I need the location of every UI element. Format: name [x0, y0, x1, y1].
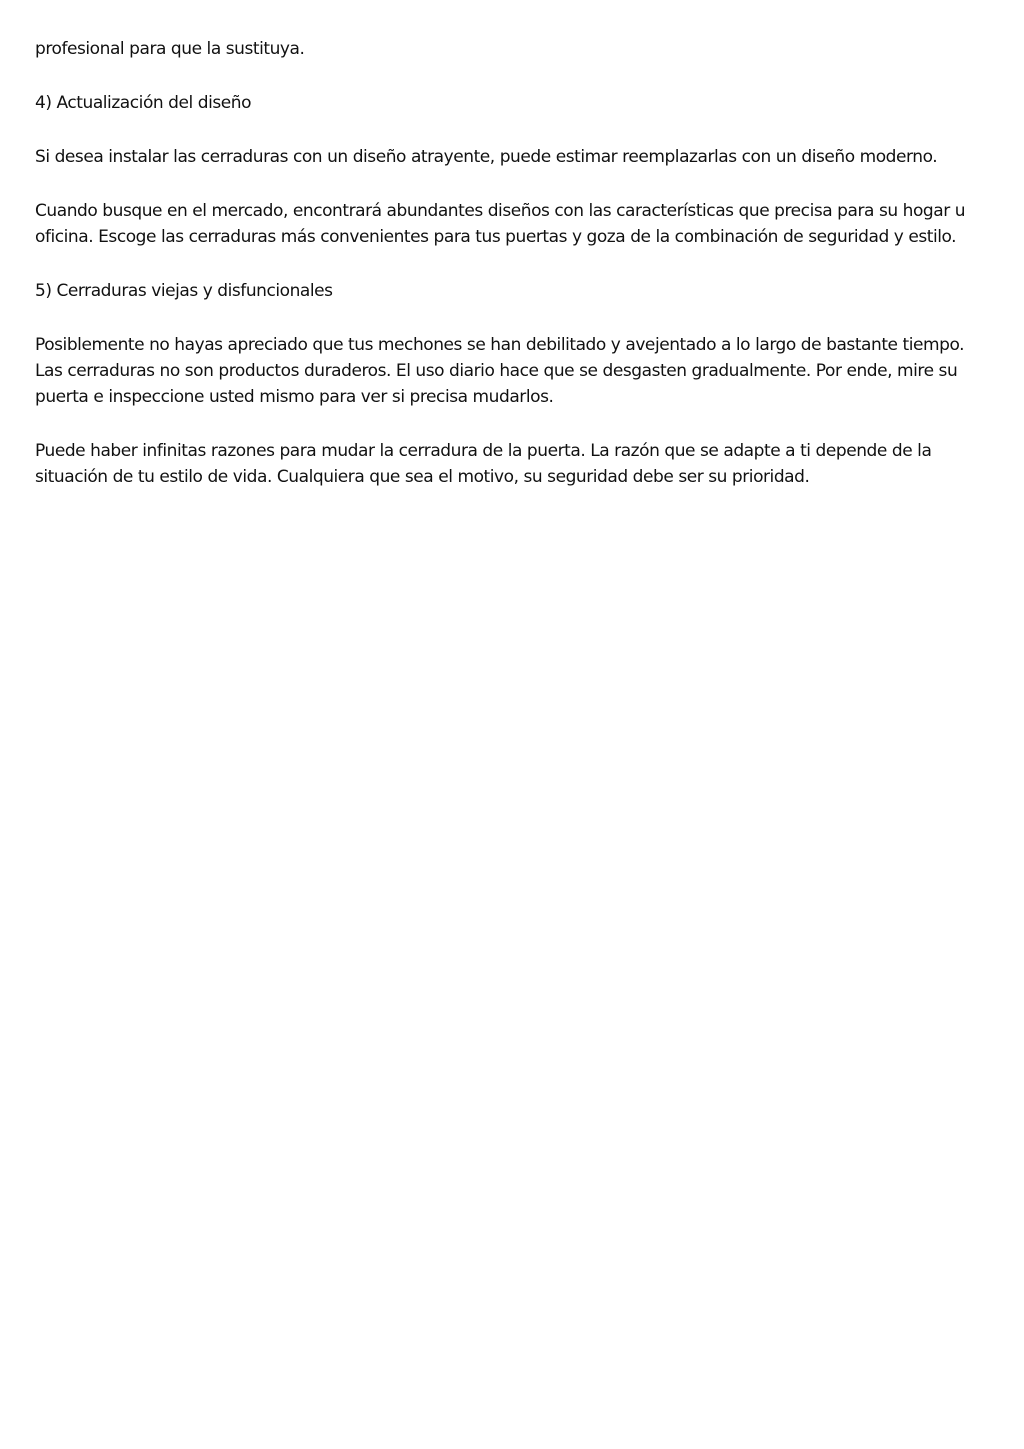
paragraph-worn-locks: Posiblemente no hayas apreciado que tus mechones se han debilitado y avejentado a lo largo de bastante tiempo. Las cerraduras no son productos duraderos. El uso diario hace que se desgasten gradualmente. Por ende, mire su puerta e inspeccione usted mismo para ver si precisa mudarlos.: [35, 335, 965, 407]
paragraph-market-designs: Cuando busque en el mercado, encontrará abundantes diseños con las características que precisa para su hogar u oficina. Escoge las cerraduras más convenientes para tus puertas y goza de la combinación de seguridad y estilo.: [35, 201, 966, 247]
paragraph-conclusion: Puede haber infinitas razones para mudar la cerradura de la puerta. La razón que se adapte a ti depende de la situación de tu estilo de vida. Cualquiera que sea el motivo, su seguridad debe ser su prioridad.: [35, 441, 932, 487]
paragraph-design-attractive: Si desea instalar las cerraduras con un diseño atrayente, puede estimar reemplazarlas con un diseño moderno.: [35, 147, 938, 167]
section-heading-design-update: 4) Actualización del diseño: [35, 93, 252, 113]
section-heading-old-locks: 5) Cerraduras viejas y disfuncionales: [35, 281, 333, 301]
paragraph-intro-continuation: profesional para que la sustituya.: [35, 39, 305, 59]
document-page: [35, 36, 995, 518]
